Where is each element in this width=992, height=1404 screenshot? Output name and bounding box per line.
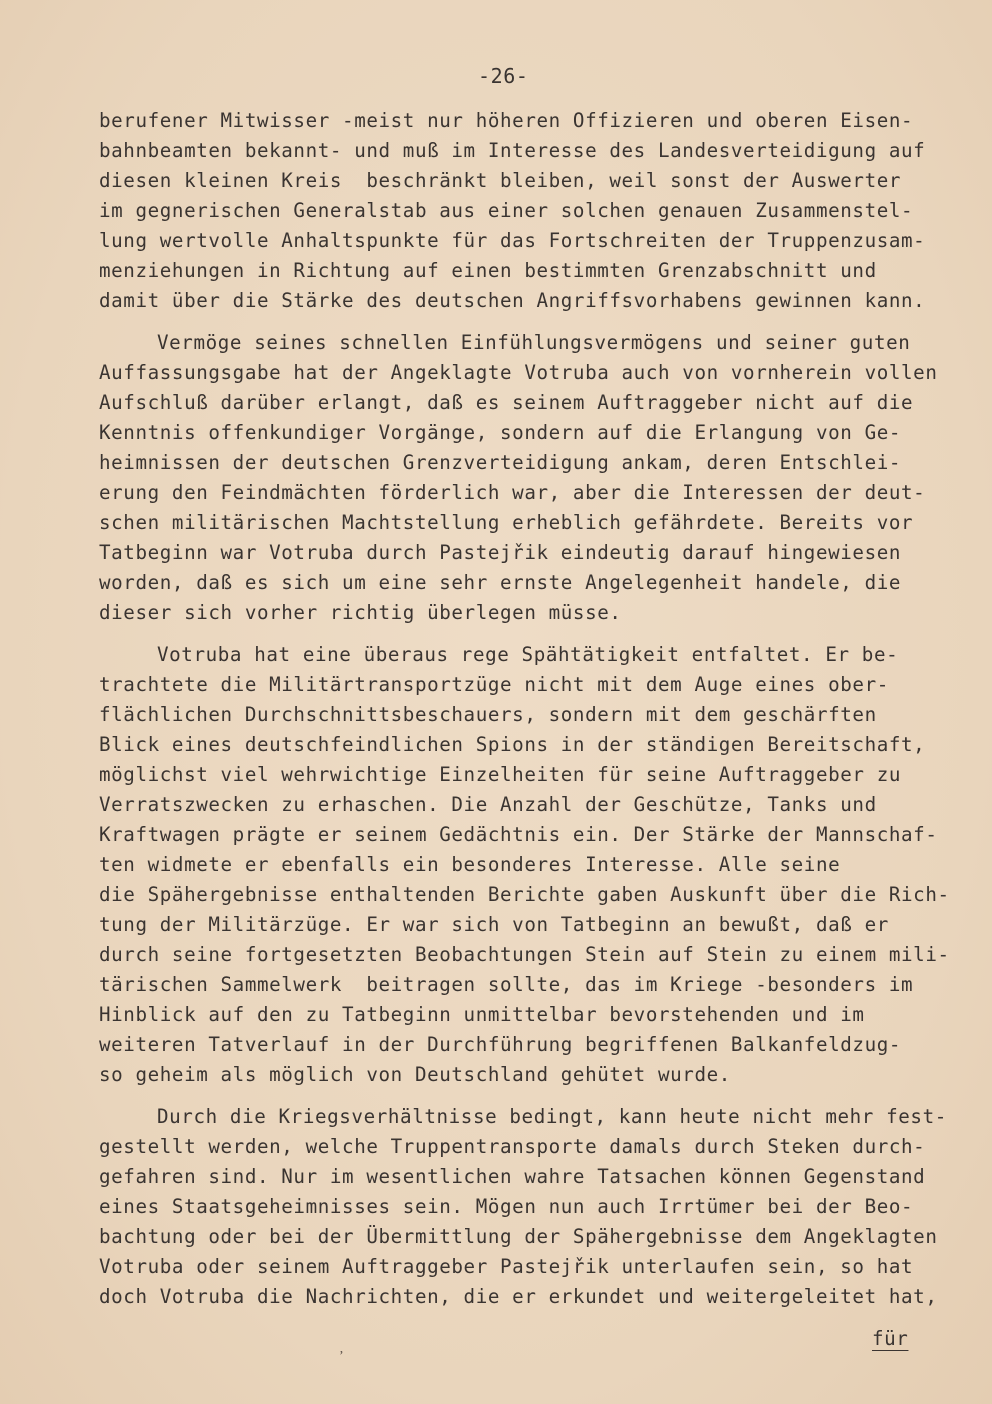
text-line: Blick eines deutschfeindlichen Spions in der ständigen Bereitschaft, xyxy=(99,733,926,756)
paragraph-gap xyxy=(99,1090,969,1102)
text-line: Tatbeginn war Votruba durch Pastejřik eindeutig darauf hingewiesen xyxy=(99,541,902,564)
stray-pen-mark: ʼ xyxy=(339,1349,344,1364)
text-line: durch seine fortgesetzten Beobachtungen Stein auf Stein zu einem mili- xyxy=(99,943,950,966)
text-line: Auffassungsgabe hat der Angeklagte Votruba auch von vornherein vollen xyxy=(99,361,938,384)
paragraph-gap xyxy=(99,628,969,640)
text-line: flächlichen Durchschnittsbeschauers, sondern mit dem geschärften xyxy=(99,703,877,726)
text-line: Verratszwecken zu erhaschen. Die Anzahl der Geschütze, Tanks und xyxy=(99,793,877,816)
text-line: heimnissen der deutschen Grenzverteidigung ankam, deren Entschlei- xyxy=(99,451,902,474)
text-line: schen militärischen Machtstellung erheblich gefährdete. Bereits vor xyxy=(99,511,914,534)
text-line: erung den Feindmächten förderlich war, aber die Interessen der deut- xyxy=(99,481,926,504)
text-line: bachtung oder bei der Übermittlung der Spähergebnisse dem Angeklagten xyxy=(99,1225,938,1248)
text-line: worden, daß es sich um eine sehr ernste Angelegenheit handele, die xyxy=(99,571,902,594)
paragraph xyxy=(99,106,969,316)
page-number: -26- xyxy=(478,64,529,88)
text-line: dieser sich vorher richtig überlegen müsse. xyxy=(99,601,622,624)
text-line: weiteren Tatverlauf in der Durchführung begriffenen Balkanfeldzug- xyxy=(99,1033,902,1056)
text-line: möglichst viel wehrwichtige Einzelheiten für seine Auftraggeber zu xyxy=(99,763,902,786)
text-line: Hinblick auf den zu Tatbeginn unmittelbar bevorstehenden und im xyxy=(99,1003,865,1026)
text-line: tärischen Sammelwerk beitragen sollte, das im Kriege -besonders im xyxy=(99,973,914,996)
text-line: Votruba hat eine überaus rege Spähtätigkeit entfaltet. Er be- xyxy=(157,643,899,666)
text-line: menziehungen in Richtung auf einen bestimmten Grenzabschnitt und xyxy=(99,259,877,282)
text-line: Vermöge seines schnellen Einfühlungsvermögens und seiner guten xyxy=(157,331,911,354)
text-line: tung der Militärzüge. Er war sich von Tatbeginn an bewußt, daß er xyxy=(99,913,889,936)
paragraph xyxy=(99,1102,969,1312)
paragraph-gap xyxy=(99,316,969,328)
text-line: trachtete die Militärtransportzüge nicht mit dem Auge eines ober- xyxy=(99,673,889,696)
text-line: Kenntnis offenkundiger Vorgänge, sondern auf die Erlangung von Ge- xyxy=(99,421,902,444)
paragraph xyxy=(99,640,969,1090)
text-line: ten widmete er ebenfalls ein besonderes Interesse. Alle seine xyxy=(99,853,841,876)
text-line: damit über die Stärke des deutschen Angriffsvorhabens gewinnen kann. xyxy=(99,289,926,312)
text-line: Votruba oder seinem Auftraggeber Pastejřik unterlaufen sein, so hat xyxy=(99,1255,914,1278)
text-line: eines Staatsgeheimnisses sein. Mögen nun auch Irrtümer bei der Beo- xyxy=(99,1195,914,1218)
document-body xyxy=(99,106,969,1312)
text-line: lung wertvolle Anhaltspunkte für das Fortschreiten der Truppenzusam- xyxy=(99,229,926,252)
text-line: berufener Mitwisser -meist nur höheren Offizieren und oberen Eisen- xyxy=(99,109,914,132)
text-line: bahnbeamten bekannt- und muß im Interesse des Landesverteidigung auf xyxy=(99,139,926,162)
text-line: die Spähergebnisse enthaltenden Berichte gaben Auskunft über die Rich- xyxy=(99,883,950,906)
catchword: für xyxy=(872,1327,909,1350)
text-line: diesen kleinen Kreis beschränkt bleiben, weil sonst der Auswerter xyxy=(99,169,902,192)
text-line: doch Votruba die Nachrichten, die er erkundet und weitergeleitet hat, xyxy=(99,1285,938,1308)
text-line: gefahren sind. Nur im wesentlichen wahre Tatsachen können Gegenstand xyxy=(99,1165,926,1188)
text-line: gestellt werden, welche Truppentransporte damals durch Steken durch- xyxy=(99,1135,926,1158)
text-line: Durch die Kriegsverhältnisse bedingt, kann heute nicht mehr fest- xyxy=(157,1105,947,1128)
text-line: so geheim als möglich von Deutschland gehütet wurde. xyxy=(99,1063,731,1086)
text-line: Kraftwagen prägte er seinem Gedächtnis ein. Der Stärke der Mannschaf- xyxy=(99,823,938,846)
text-line: Aufschluß darüber erlangt, daß es seinem Auftraggeber nicht auf die xyxy=(99,391,914,414)
text-line: im gegnerischen Generalstab aus einer solchen genauen Zusammenstel- xyxy=(99,199,914,222)
paragraph xyxy=(99,328,969,628)
